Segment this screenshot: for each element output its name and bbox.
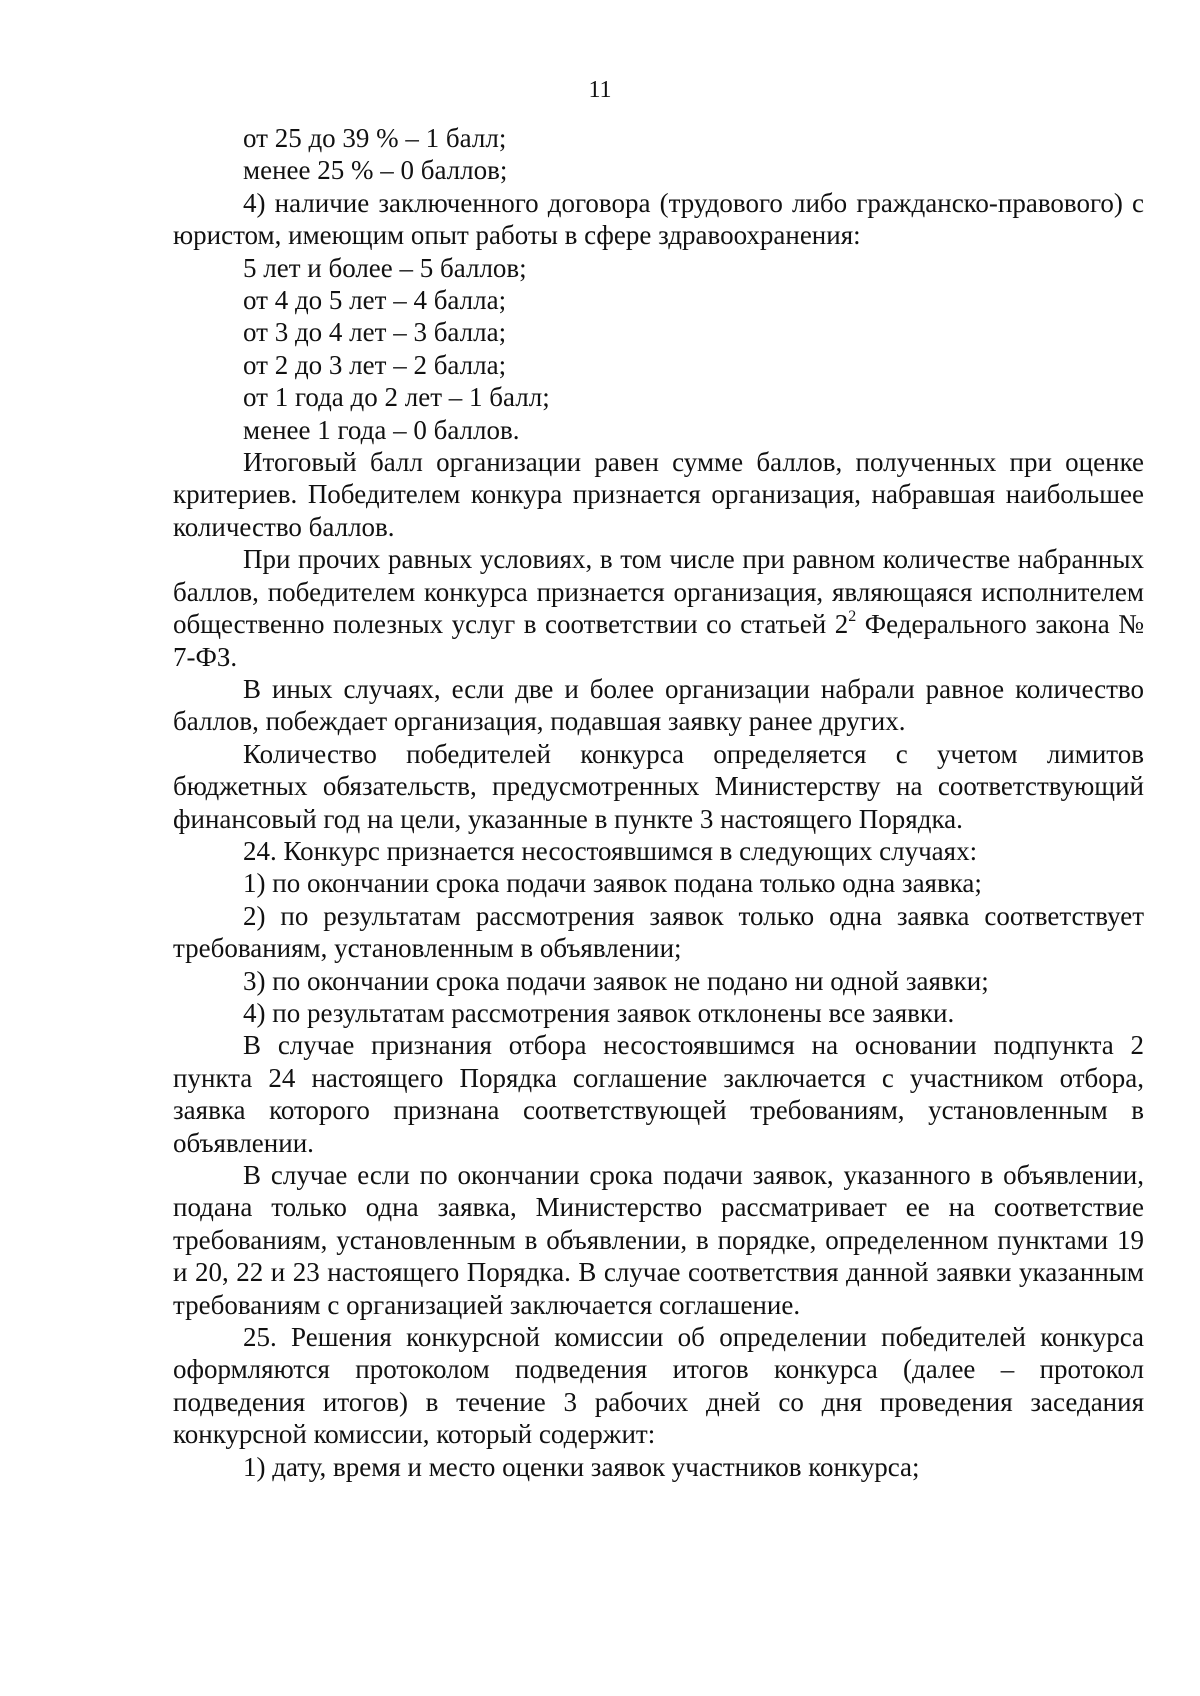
paragraph: В иных случаях, если две и более организации набрали равное количество баллов, побеждает организация, подавшая заявку ранее других.: [173, 673, 1144, 737]
paragraph: В случае если по окончании срока подачи заявок, указанного в объявлении, подана только одна заявка, Министерство рассматривает ее на соответствие требованиям, установленным в объявлении, в порядке, определенном пунктами 19 и 20, 22 и 23 настоящего Порядка. В случае соответствия данной заявки указанным требованиям с организацией заключается соглашение.: [173, 1160, 1144, 1320]
article-ref-text: При прочих равных условиях, в том числе при равном количестве набранных баллов, победителем конкурса признается организация, являющаяся исполнителем общественно полезных услуг в соответствии со статьей 2: [173, 544, 1144, 640]
paragraph: менее 25 % – 0 баллов;: [243, 155, 508, 186]
paragraph: от 25 до 39 % – 1 балл;: [243, 123, 507, 153]
article-ref-superscript: 2: [848, 608, 857, 626]
paragraph: 1) дату, время и место оценки заявок участников конкурса;: [243, 1451, 920, 1482]
paragraph: 3) по окончании срока подачи заявок не подано ни одной заявки;: [243, 965, 989, 996]
paragraph-article-reference: [173, 543, 1144, 673]
paragraph: 5 лет и более – 5 баллов;: [243, 252, 527, 283]
paragraph: 1) по окончании срока подачи заявок подана только одна заявка;: [243, 868, 982, 899]
paragraph: 24. Конкурс признается несостоявшимся в следующих случаях:: [243, 835, 978, 866]
paragraph: от 3 до 4 лет – 3 балла;: [243, 317, 507, 348]
paragraph: 4) наличие заключенного договора (трудового либо гражданско-правового) с юристом, имеющим опыт работы в сфере здравоохранения:: [173, 187, 1144, 251]
document-body: [173, 122, 1144, 1483]
paragraph: менее 1 года – 0 баллов.: [243, 414, 520, 445]
paragraph: от 2 до 3 лет – 2 балла;: [243, 349, 507, 380]
paragraph: Количество победителей конкурса определяется с учетом лимитов бюджетных обязательств, предусмотренных Министерству на соответствующий финансовый год на цели, указанные в пункте 3 настоящего Порядка.: [173, 738, 1144, 834]
paragraph: В случае признания отбора несостоявшимся на основании подпункта 2 пункта 24 настоящего Порядка соглашение заключается с участником отбора, заявка которого признана соответствующей требованиям, установленным в объявлении.: [173, 1030, 1144, 1158]
page-number: 11: [588, 77, 612, 103]
article-ref-law: Федерального закона № 7-ФЗ.: [173, 609, 1144, 672]
paragraph: 4) по результатам рассмотрения заявок отклонены все заявки.: [243, 997, 955, 1028]
paragraph: 2) по результатам рассмотрения заявок только одна заявка соответствует требованиям, установленным в объявлении;: [173, 900, 1144, 964]
paragraph: от 1 года до 2 лет – 1 балл;: [243, 382, 550, 413]
paragraph: Итоговый балл организации равен сумме баллов, полученных при оценке критериев. Победителем конкура признается организация, набравшая наибольшее количество баллов.: [173, 447, 1144, 542]
paragraph: от 4 до 5 лет – 4 балла;: [243, 285, 507, 316]
paragraph: 25. Решения конкурсной комиссии об определении победителей конкурса оформляются протоколом подведения итогов конкурса (далее – протокол подведения итогов) в течение 3 рабочих дней со дня проведения заседания конкурсной комиссии, который содержит:: [173, 1322, 1144, 1450]
